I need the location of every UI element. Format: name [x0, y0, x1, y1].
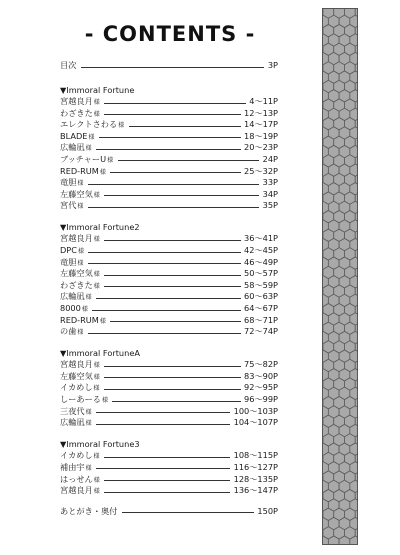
entry-honorific: 様: [85, 294, 92, 302]
entry-pages: 34P: [262, 188, 278, 199]
entry-author: はっせん: [60, 473, 93, 484]
leader-line: [104, 480, 230, 481]
entry-pages: 116～127P: [233, 461, 278, 472]
leader-line: [96, 424, 230, 425]
entry-honorific: 様: [99, 317, 106, 325]
entry-pages: 72～74P: [244, 326, 278, 337]
entry-author: 宮越良月: [60, 359, 93, 370]
toc-row: [60, 154, 278, 166]
entry-honorific: 様: [118, 122, 125, 130]
entry-pages: 18～19P: [244, 130, 278, 141]
entry-honorific: 様: [77, 203, 84, 211]
entry-honorific: 様: [77, 180, 84, 188]
entry-author: わざきた: [60, 107, 93, 118]
entry-honorific: 様: [85, 420, 92, 428]
entry-honorific: 様: [101, 397, 108, 405]
toc-row: [60, 462, 278, 474]
leader-line: [96, 468, 230, 469]
entry-honorific: 様: [85, 464, 92, 472]
entry-honorific: 様: [93, 488, 100, 496]
leader-line: [99, 137, 241, 138]
toc-row: [60, 326, 278, 338]
entry-author: 宮越良月: [60, 485, 93, 496]
entry-honorific: 様: [93, 271, 100, 279]
entry-pages: 75～82P: [244, 359, 278, 370]
entry-honorific: 様: [93, 282, 100, 290]
hexagon-pattern-sidebar: [322, 8, 358, 545]
leader-line: [104, 275, 241, 276]
entry-author: 広輪凪: [60, 142, 85, 153]
entry-pages: 42～45P: [244, 245, 278, 256]
entry-honorific: 様: [77, 248, 84, 256]
entry-author: エレクトさわる: [60, 119, 118, 130]
toc-row: [60, 371, 278, 383]
entry-author: イカめし: [60, 450, 93, 461]
entry-author: DPC: [60, 245, 77, 256]
entry-pages: 83～90P: [244, 370, 278, 381]
leader-line: [104, 366, 241, 367]
toc-row: [60, 142, 278, 154]
toc-row: [60, 359, 278, 371]
entry-author: RED-RUM: [60, 314, 99, 325]
entry-pages: 24P: [262, 153, 278, 164]
toc-row: [60, 303, 278, 315]
leader-line: [88, 263, 241, 264]
entry-pages: 150P: [257, 505, 278, 516]
entry-author: 目次: [60, 60, 77, 70]
entry-honorific: 様: [93, 373, 100, 381]
leader-line: [110, 172, 241, 173]
entry-author: 竜胆: [60, 256, 77, 267]
entry-pages: 104～107P: [233, 417, 278, 428]
leader-line: [122, 512, 254, 513]
leader-line: [112, 401, 241, 402]
section-title: ▼Immoral Fortune: [60, 84, 135, 95]
entry-author: わざきた: [60, 279, 93, 290]
leader-line: [88, 184, 259, 185]
leader-line: [96, 412, 230, 413]
entry-author: 8000: [60, 303, 81, 313]
toc-row: [60, 131, 278, 143]
toc-row: [60, 315, 278, 327]
toc-row: [60, 257, 278, 269]
toc-row: [60, 291, 278, 303]
entry-author: 宮代: [60, 200, 77, 211]
section-spacer: [60, 212, 278, 221]
entry-author: 竜胆: [60, 177, 77, 188]
section-spacer: [60, 497, 278, 506]
table-of-contents: [60, 60, 278, 518]
toc-row: [60, 382, 278, 394]
entry-author: RED-RUM: [60, 165, 99, 176]
toc-row: [60, 245, 278, 257]
section-spacer: [60, 338, 278, 347]
entry-author: しーあーる: [60, 394, 101, 405]
entry-pages: 60～63P: [244, 291, 278, 302]
entry-author: イカめし: [60, 382, 93, 393]
toc-row: [60, 280, 278, 292]
entry-pages: 35P: [262, 200, 278, 211]
entry-author: 左藤空気: [60, 188, 93, 199]
entry-pages: 100～103P: [233, 405, 278, 416]
leader-line: [88, 207, 259, 208]
entry-pages: 136～147P: [233, 485, 278, 496]
toc-row: [60, 417, 278, 429]
leader-line: [92, 310, 241, 311]
entry-pages: 25～32P: [244, 165, 278, 176]
entry-pages: 50～57P: [244, 268, 278, 279]
entry-pages: 20～23P: [244, 142, 278, 153]
leader-line: [81, 67, 264, 68]
entry-pages: 68～71P: [244, 314, 278, 325]
entry-author: ブッチャーU: [60, 153, 107, 164]
entry-honorific: 様: [93, 236, 100, 244]
leader-line: [88, 333, 241, 334]
leader-line: [129, 126, 241, 127]
entry-pages: 36～41P: [244, 233, 278, 244]
leader-line: [104, 492, 230, 493]
entry-pages: 96～99P: [244, 394, 278, 405]
entry-author: 補由宇: [60, 461, 85, 472]
entry-pages: 33P: [262, 177, 278, 188]
toc-row-intro: [60, 60, 278, 72]
entry-honorific: 様: [93, 385, 100, 393]
page-title: - CONTENTS -: [84, 22, 256, 46]
entry-author: 広輪凪: [60, 417, 85, 428]
entry-honorific: 様: [93, 362, 100, 370]
entry-pages: 64～67P: [244, 303, 278, 313]
toc-row: [60, 189, 278, 201]
entry-pages: 92～95P: [244, 382, 278, 393]
entry-pages: 128～135P: [233, 473, 278, 484]
entry-pages: 12～13P: [244, 107, 278, 118]
entry-honorific: 様: [107, 156, 114, 164]
entry-honorific: 様: [77, 259, 84, 267]
entry-honorific: 様: [88, 133, 95, 141]
section-spacer: [60, 72, 278, 84]
entry-author: 左藤空気: [60, 268, 93, 279]
entry-author: 広輪凪: [60, 291, 85, 302]
leader-line: [104, 286, 241, 287]
entry-honorific: 様: [93, 99, 100, 106]
toc-row: [60, 119, 278, 131]
entry-author: 三夜代: [60, 405, 85, 416]
toc-row: [60, 108, 278, 120]
entry-honorific: 様: [77, 329, 84, 337]
leader-line: [104, 377, 241, 378]
entry-pages: 3P: [267, 60, 278, 70]
entry-honorific: 様: [93, 110, 100, 118]
leader-line: [118, 160, 259, 161]
entry-author: 宮越良月: [60, 96, 93, 106]
entry-honorific: 様: [81, 306, 88, 313]
entry-honorific: 様: [93, 453, 100, 461]
entry-name: [60, 485, 100, 498]
entry-pages: 4～11P: [249, 96, 278, 106]
entry-author: 左藤空気: [60, 370, 93, 381]
leader-line: [104, 457, 230, 458]
toc-row: [60, 96, 278, 108]
entry-pages: 46～49P: [244, 256, 278, 267]
leader-line: [104, 389, 241, 390]
toc-row-outro: [60, 506, 278, 518]
hexagon-pattern: [323, 9, 358, 545]
leader-line: [104, 103, 246, 104]
leader-line: [104, 195, 259, 196]
entry-name: [60, 200, 83, 213]
section-title: ▼Immoral Fortune3: [60, 438, 140, 449]
entry-honorific: 様: [85, 408, 92, 416]
toc-row: [60, 166, 278, 178]
entry-author: あとがき・奥付: [60, 505, 118, 516]
toc-row: [60, 485, 278, 497]
entry-honorific: 様: [93, 476, 100, 484]
toc-row: [60, 406, 278, 418]
entry-pages: 14～17P: [244, 119, 278, 130]
entry-pages: 58～59P: [244, 279, 278, 290]
entry-name: [60, 417, 92, 430]
toc-row: [60, 177, 278, 189]
toc-row: [60, 394, 278, 406]
toc-row: [60, 450, 278, 462]
toc-row: [60, 233, 278, 245]
entry-author: 宮越良月: [60, 233, 93, 244]
leader-line: [104, 114, 241, 115]
entry-honorific: 様: [99, 168, 106, 176]
entry-author: の歯: [60, 326, 77, 337]
section-title: ▼Immoral FortuneA: [60, 347, 140, 358]
entry-honorific: 様: [85, 145, 92, 153]
toc-row: [60, 474, 278, 486]
entry-name: [60, 326, 83, 339]
section-spacer: [60, 429, 278, 438]
toc-row: [60, 200, 278, 212]
entry-name: [60, 60, 76, 72]
toc-row: [60, 268, 278, 280]
leader-line: [110, 321, 241, 322]
section-title: ▼Immoral Fortune2: [60, 221, 140, 232]
leader-line: [96, 149, 241, 150]
entry-honorific: 様: [93, 191, 100, 199]
entry-pages: 108～115P: [233, 450, 278, 461]
leader-line: [88, 252, 241, 253]
leader-line: [96, 298, 241, 299]
entry-name: [60, 506, 117, 518]
leader-line: [104, 240, 241, 241]
entry-author: BLADE: [60, 130, 88, 141]
